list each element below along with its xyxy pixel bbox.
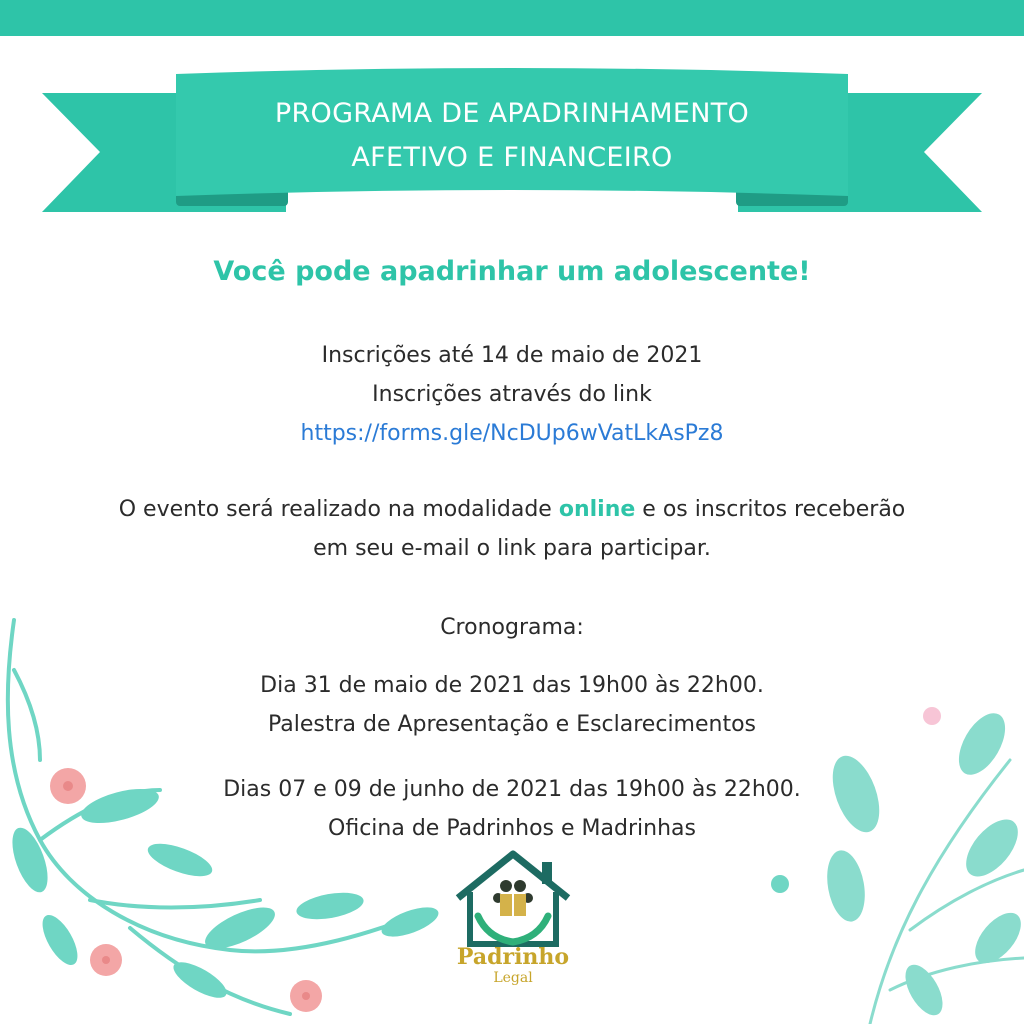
schedule-item-desc: Oficina de Padrinhos e Madrinhas — [328, 816, 696, 841]
event-line-1 — [0, 490, 1024, 529]
event-line-2: em seu e-mail o link para participar. — [313, 536, 711, 561]
banner-line-2: AFETIVO E FINANCEIRO — [351, 142, 673, 173]
schedule-title: Cronograma: — [440, 615, 584, 640]
registration-via: Inscrições através do link — [372, 382, 652, 407]
banner-title — [176, 92, 848, 180]
right-branch-decoration — [760, 700, 1024, 1024]
event-info — [0, 490, 1024, 568]
headline: Você pode apadrinhar um adolescente! — [213, 256, 811, 287]
registration-deadline: Inscrições até 14 de maio de 2021 — [321, 343, 703, 368]
event-mode: online — [558, 497, 636, 522]
event-suffix: e os inscritos receberão — [642, 497, 906, 522]
schedule-item-date: Dias 07 e 09 de junho de 2021 das 19h00 às 22h00. — [223, 777, 801, 802]
registration-link[interactable]: https://forms.gle/NcDUp6wVatLkAsPz8 — [300, 421, 724, 446]
logo-subtitle: Legal — [493, 970, 533, 986]
top-accent-bar — [0, 0, 1024, 36]
schedule-item-desc: Palestra de Apresentação e Esclarecimentos — [267, 712, 757, 737]
banner-line-1: PROGRAMA DE APADRINHAMENTO — [274, 98, 750, 129]
schedule-item-date: Dia 31 de maio de 2021 das 19h00 às 22h00. — [260, 673, 764, 698]
event-prefix: O evento será realizado na modalidade — [118, 497, 552, 522]
logo-name: Padrinho — [456, 944, 570, 970]
registration-block — [0, 336, 1024, 453]
left-branch-decoration — [0, 610, 470, 1024]
